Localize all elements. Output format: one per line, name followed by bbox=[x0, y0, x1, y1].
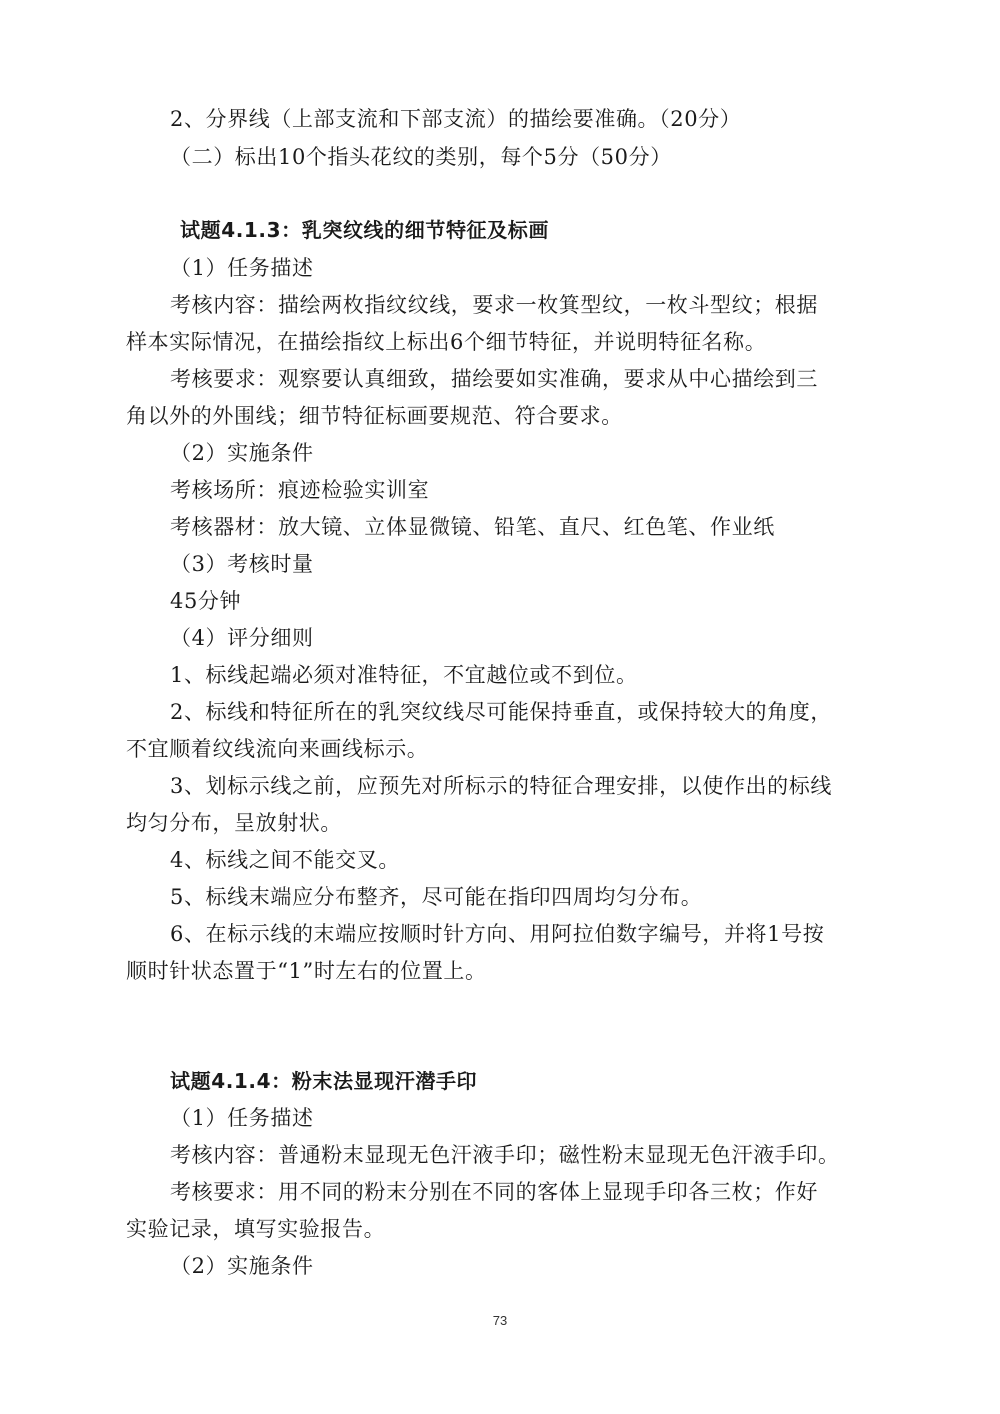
list-item: 顺时针状态置于“1”时左右的位置上。 bbox=[126, 959, 487, 983]
subheading-task-description: （1）任务描述 bbox=[170, 256, 314, 280]
paragraph-line: 角以外的外围线；细节特征标画要规范、符合要求。 bbox=[126, 404, 623, 428]
list-item: 3、划标示线之前，应预先对所标示的特征合理安排，以使作出的标线 bbox=[170, 774, 832, 798]
paragraph-line: 考核器材：放大镜、立体显微镜、铅笔、直尺、红色笔、作业纸 bbox=[170, 515, 775, 539]
list-item: 2、标线和特征所在的乳突纹线尽可能保持垂直，或保持较大的角度， bbox=[170, 700, 832, 724]
subheading-conditions: （2）实施条件 bbox=[170, 1254, 314, 1278]
page-number: 73 bbox=[492, 1313, 508, 1328]
subheading-task-description: （1）任务描述 bbox=[170, 1106, 314, 1130]
paragraph-line: 考核内容：普通粉末显现无色汗液手印；磁性粉末显现无色汗液手印。 bbox=[170, 1143, 840, 1167]
paragraph-line: 2、分界线（上部支流和下部支流）的描绘要准确。（20分） bbox=[170, 107, 742, 131]
paragraph-line: 考核要求：用不同的粉末分别在不同的客体上显现手印各三枚；作好 bbox=[170, 1180, 818, 1204]
list-item: 6、在标示线的末端应按顺时针方向、用阿拉伯数字编号，并将1号按 bbox=[170, 922, 825, 946]
list-item: 5、标线末端应分布整齐，尽可能在指印四周均匀分布。 bbox=[170, 885, 703, 909]
list-item: 1、标线起端必须对准特征，不宜越位或不到位。 bbox=[170, 663, 638, 687]
paragraph-line: 考核内容：描绘两枚指纹纹线，要求一枚箕型纹，一枚斗型纹；根据 bbox=[170, 293, 818, 317]
paragraph-line: 考核要求：观察要认真细致，描绘要如实准确，要求从中心描绘到三 bbox=[170, 367, 818, 391]
paragraph-line: 考核场所：痕迹检验实训室 bbox=[170, 478, 430, 502]
section-title-4-1-3: 试题4.1.3：乳突纹线的细节特征及标画 bbox=[180, 218, 549, 242]
subheading-scoring-rules: （4）评分细则 bbox=[170, 626, 314, 650]
subheading-exam-time: （3）考核时量 bbox=[170, 552, 314, 576]
paragraph-line: 实验记录，填写实验报告。 bbox=[126, 1217, 386, 1241]
paragraph-line: （二）标出10个指头花纹的类别，每个5分（50分） bbox=[170, 145, 672, 169]
paragraph-line: 45分钟 bbox=[170, 589, 242, 613]
list-item: 不宜顺着纹线流向来画线标示。 bbox=[126, 737, 429, 761]
paragraph-line: 样本实际情况，在描绘指纹上标出6个细节特征，并说明特征名称。 bbox=[126, 330, 767, 354]
list-item: 均匀分布，呈放射状。 bbox=[126, 811, 342, 835]
section-title-4-1-4: 试题4.1.4：粉末法显现汗潜手印 bbox=[170, 1069, 478, 1093]
subheading-conditions: （2）实施条件 bbox=[170, 441, 314, 465]
list-item: 4、标线之间不能交叉。 bbox=[170, 848, 400, 872]
